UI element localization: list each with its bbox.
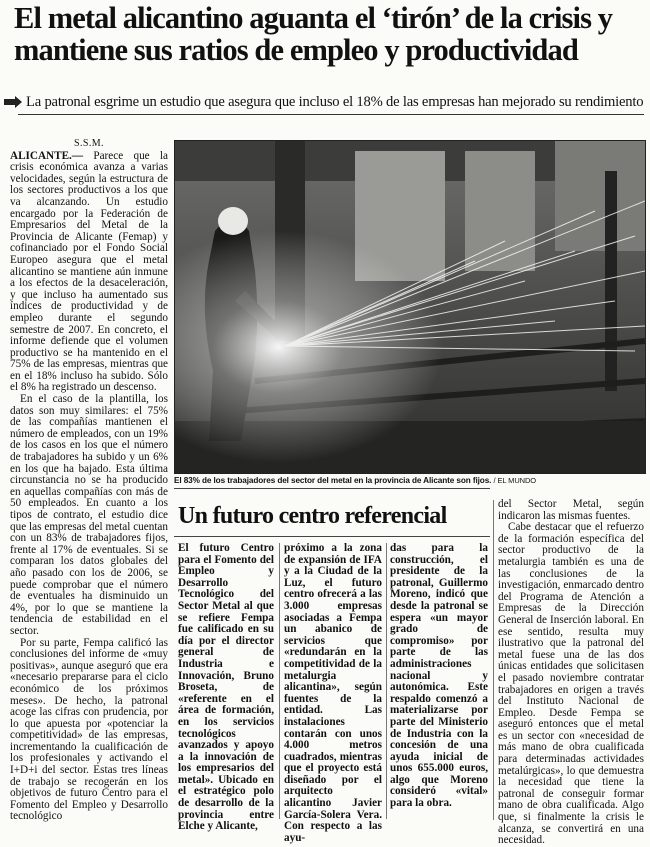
box-divider-2: [386, 543, 387, 819]
arrow-icon: [4, 96, 22, 108]
dateline: ALICANTE.—: [10, 149, 84, 162]
box-divider-3: [493, 500, 494, 820]
box-text-3: das para la construcción, el presidente de la patronal, Guillermo Moreno, indicó que desde la patronal se espera «un mayor grado de compromiso» por parte de las administraciones nacional y autonómica. Este respaldo comenzó a materializarse por parte del Ministerio de Industria con la concesión de una ayuda inicial de unos 655.000 euros, algo que Moreno consideró «vital» para la obra.: [390, 542, 488, 810]
headline: El metal alicantino aguanta el ‘tirón’ de la crisis y mantiene sus ratios de empleo y productividad: [14, 1, 613, 67]
box-divider-1: [279, 543, 280, 819]
article-column-4: [498, 499, 644, 847]
welder-photo: [174, 140, 646, 474]
box-column-3: [390, 543, 488, 810]
box-title: Un futuro centro referencial: [178, 503, 447, 529]
paragraph-3: Por su parte, Fempa calificó las conclusiones del informe de «muy positivas», aunque aseguró que era «necesario prepararse para el ciclo económico de los próximos meses». De hecho, la patronal acoge las cifras con prudencia, por lo que apuesta por «potenciar la competitividad» de las empresas, incrementando la cualificación de los profesionales y activando el I+D+i del sector. Estas tres líneas de trabajo se recogerán en los objetivos de futuro Centro para el Fomento del Empleo y Desarrollo tecnológico: [10, 636, 168, 823]
paragraph-4: del Sector Metal, según indicaron las mismas fuentes.: [498, 498, 644, 522]
photo-caption: [174, 476, 644, 485]
welder-photo-image: [175, 141, 645, 473]
box-column-1: [178, 543, 274, 833]
subtitle: La patronal esgrime un estudio que asegura que incluso el 18% de las empresas han mejorado su rendimiento: [26, 94, 644, 110]
paragraph-1: [10, 151, 168, 394]
article-column-1: [10, 138, 168, 823]
photo-credit: / EL MUNDO: [493, 476, 537, 485]
box-text-1: El futuro Centro para el Fomento del Empleo y Desarrollo Tecnológico del Sector Metal al que se refiere Fempa fue calificado en su día por el director general de Industria e Innovación, Bruno Broseta, de «referente en el área de formación, en los servicios tecnológicos avanzados y apoyo a la innovación de los empresarios del metal». Ubicado en el estratégico polo de desarrollo de la provincia entre Elche y Alicante,: [178, 542, 274, 833]
byline: S.S.M.: [74, 138, 104, 149]
box-title-rule: [174, 536, 490, 537]
paragraph-5: Cabe destacar que el refuerzo de la formación específica del sector productivo de la metalurgia también es una de las conclusiones de la investigación, enmarcado dentro del Programa de Atención a Empresas de la Dirección General de Inserción laboral. En ese sentido, resulta muy ilustrativo que la patronal del metal fuese una de las dos únicas entidades que solicitasen el pasado noviembre contratar trabajadores en origen a través del Instituto Nacional de Empleo. Desde Fempa se aseguró entonces que el metal es un sector con «necesidad de más mano de obra cualificada para determinadas actividades metalúrgicas», lo que demuestra la necesidad que tiene la patronal de conseguir formar mano de obra cualificada. Algo que, si finalmente la crisis le alcanza, se convertirá en una necesidad.: [498, 521, 644, 847]
box-column-2: [284, 543, 382, 844]
subtitle-row: [4, 94, 644, 116]
paragraph-2: En el caso de la plantilla, los datos son muy similares: el 75% de las compañías mantienen el número de empleados, con un 19% de los casos en los que el número de trabajadores ha subido y un 6% en los que ha bajado. Esta última circunstancia no se ha producido en aquellas compañías con más de 50 empleados. En cuanto a los tipos de contrato, el estudio dice que las empresas del metal cuentan con un 83% de trabajadores fijos, frente al 17% de eventuales. Si se comparan los datos globales del año pasado con los de 2006, se puede comprobar que el número de eventuales ha disminuido un 4%, por lo que se mantiene la tendencia de estabilidad en el sector.: [10, 393, 168, 637]
box-top-rule: [174, 488, 490, 489]
caption-text: El 83% de los trabajadores del sector del metal en la provincia de Alicante son fijos.: [174, 476, 492, 485]
paragraph-1-text: Parece que la crisis económica avanza a varias velocidades, según la estructura de los sectores productivos a los que va alcanzando. Un estudio encargado por la Federación de Empresarios del Metal de la Provincia de Alicante (Femap) y cofinanciado por el Fondo Social Europeo asegura que el metal alicantino se mantiene aún inmune a los efectos de la desaceleración, y que incluso ha aumentado sus índices de productividad y de empleo durante el segundo semestre de 2007. En concreto, el informe defiende que el volumen productivo se ha mantenido en el 75% de las empresas, mientras que en el 18% incluso ha subido. Sólo el 8% ha registrado un descenso.: [10, 149, 169, 394]
box-text-2: próximo a la zona de expansión de IFA y a la Ciudad de la Luz, el futuro centro ofrecerá a las 3.000 empresas asociadas a Fempa un abanico de servicios que «redundarán en la competitividad de la metalurgia alicantina», según fuentes de la entidad. Las instalaciones contarán con unos 4.000 metros cuadrados, mientras que el proyecto está diseñado por el arquitecto alicantino Javier García-Solera Vera. Con respecto a las ayu-: [284, 542, 382, 844]
header-rule: [18, 114, 644, 115]
